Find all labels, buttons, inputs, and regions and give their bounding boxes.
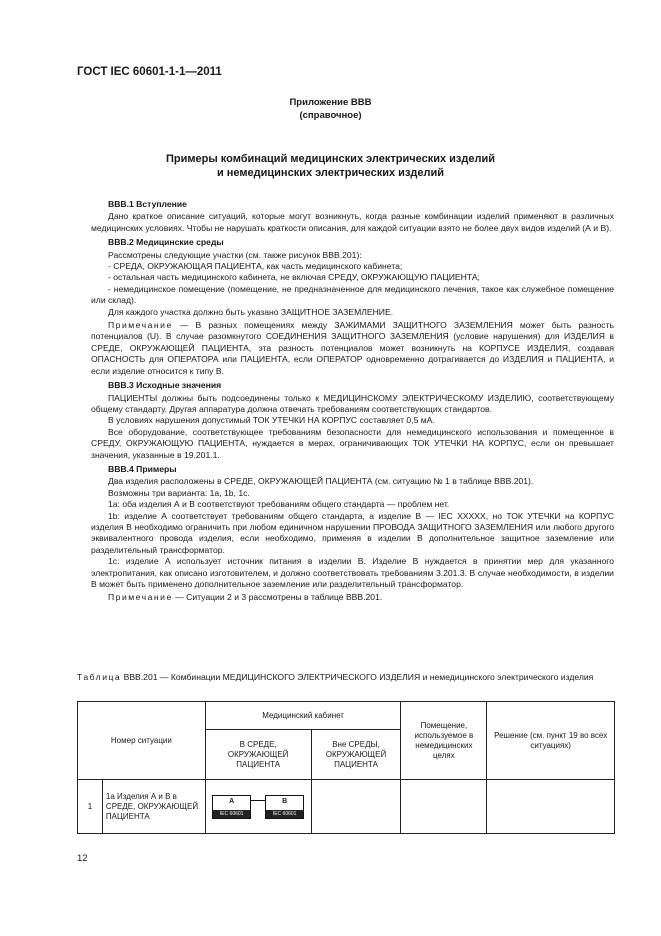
- device-b-standard: IEC 60601: [266, 810, 303, 818]
- document-title-line1: Примеры комбинаций медицинских электрических изделий: [165, 153, 496, 165]
- header-medical-room: Медицинский кабинет: [205, 702, 401, 730]
- header-nonmedical-room: Помещение, используемое в немедицинских целях: [401, 702, 487, 780]
- note-text: — В разных помещениях между ЗАЖИМАМИ ЗАЩИТНОГО ЗАЗЕМЛЕНИЯ может быть разность потенциалов (U). В случае разомкнутого СОЕДИНЕНИЯ ЗАЩИТНОГО ЗАЗЕМЛЕНИЯ (условие нарушения) для ИЗДЕЛИЯ в СРЕДЕ, ОКРУЖАЮЩЕЙ ПАЦИЕНТА, эта разность потенциалов может возникнуть на КОРПУСЕ ИЗДЕЛИЯ, создавая ОПАСНОСТЬ для ОПЕРАТОРА или ПАЦИЕНТА, если ОПЕРАТОР одновременно дотрагивается до ИЗДЕЛИЯ и ПАЦИЕНТА, и если изделие относится к типу В.: [91, 320, 614, 376]
- device-a-box: [212, 795, 251, 819]
- table-caption-label: Таблица: [77, 672, 122, 682]
- header-outside-patient-environment: Вне СРЕДЫ, ОКРУЖАЮЩЕЙ ПАЦИЕНТА: [311, 730, 401, 780]
- paragraph: Для каждого участка должно быть указано ЗАЩИТНОЕ ЗАЗЕМЛЕНИЕ.: [108, 306, 394, 317]
- table-caption: [77, 672, 614, 683]
- header-situation-number: Номер ситуации: [78, 702, 206, 780]
- section-heading-bbb1: ВВВ.1 Вступление: [108, 199, 187, 209]
- main-content: [91, 196, 614, 606]
- note-label: Примечание: [108, 592, 173, 603]
- note: [91, 592, 614, 603]
- table-caption-text: ВВВ.201 — Комбинации МЕДИЦИНСКОГО ЭЛЕКТРИЧЕСКОГО ИЗДЕЛИЯ и немедицинского электрического изделия: [121, 672, 594, 682]
- paragraph: Рассмотрены следующие участки (см. также рисунок ВВВ.201):: [108, 249, 362, 260]
- row-description: 1а Изделия А и В в СРЕДЕ, ОКРУЖАЮЩЕЙ ПАЦИЕНТА: [102, 780, 205, 834]
- paragraph: Все оборудование, соответствующее требованиям безопасности для немедицинского использования и помещенное в СРЕДУ, ОКРУЖАЮЩУЮ ПАЦИЕНТА, нуждается в мерах, ограничивающих ТОК УТЕЧКИ НА КОРПУС, если он превышает значения, указанные в 19.201.1.: [91, 426, 614, 460]
- appendix-heading: [0, 96, 661, 122]
- list-item: - немедицинское помещение (помещение, не предназначенное для медицинского лечения, такое как служебное помещение или склад).: [91, 283, 614, 306]
- section-heading-bbb3: ВВВ.3 Исходные значения: [108, 380, 222, 391]
- paragraph: 1с: изделие А использует источник питания в изделии В. Изделие В нуждается в принятии мер для указанного электропитания, как описано изготовителем, и должно соответствовать требованиям 3.201.3. В случае необходимости, в изделии В может быть применено дополнительное заземление или разделительный трансформатор.: [91, 556, 614, 589]
- empty-cell: [487, 780, 615, 834]
- empty-cell: [401, 780, 487, 834]
- list-item: - остальная часть медицинского кабинета, не включая СРЕДУ, ОКРУЖАЮЩУЮ ПАЦИЕНТА;: [108, 272, 480, 283]
- device-b-box: [265, 795, 304, 819]
- document-header: ГОСТ IEC 60601-1-1—2011: [77, 66, 222, 78]
- document-title: [0, 152, 661, 180]
- paragraph: 1b: изделие А соответствует требованиям общего стандарта, а изделие В — IEC XXXXX, но ТОК УТЕЧКИ на КОРПУС изделия В необходимо ограничить при любом единичном нарушении ПРОВОДА ЗАЩИТНОГО ЗАЗЕМЛЕНИЯ или любого другого эквивалентного провода изделия, если необходимо, применяя в изделии В дополнительное защитное заземление или разделительный трансформатор.: [91, 510, 614, 555]
- empty-cell: [311, 780, 401, 834]
- appendix-subtitle: (справочное): [299, 110, 362, 121]
- list-item: - СРЕДА, ОКРУЖАЮЩАЯ ПАЦИЕНТА, как часть медицинского кабинета;: [108, 261, 403, 272]
- page-number: 12: [77, 853, 88, 864]
- header-solution: Решение (см. пункт 19 во всех ситуациях): [487, 702, 615, 780]
- connection-line: [251, 800, 265, 801]
- paragraph: Дано краткое описание ситуаций, которые могут возникнуть, когда разные комбинации изделий применяют в различных медицинских условиях. Чтобы не нарушать краткости описания, для каждой ситуации взято не более двух видов изделий (А и В).: [91, 211, 614, 233]
- diagram-cell: [205, 780, 311, 834]
- row-number: 1: [78, 780, 103, 834]
- header-patient-environment: В СРЕДЕ, ОКРУЖАЮЩЕЙ ПАЦИЕНТА: [205, 730, 311, 780]
- appendix-title: Приложение ВВВ: [289, 97, 372, 108]
- paragraph: 1а: оба изделия А и В соответствуют требованиям общего стандарта — проблем нет.: [108, 499, 450, 510]
- paragraph: В условиях нарушения допустимый ТОК УТЕЧКИ НА КОРПУС составляет 0,5 мА.: [108, 415, 435, 426]
- table-header-row: [78, 702, 615, 730]
- note-text: — Ситуации 2 и 3 рассмотрены в таблице ВВВ.201.: [172, 592, 383, 603]
- device-a-standard: IEC 60601: [213, 810, 250, 818]
- paragraph: ПАЦИЕНТЫ должны быть подсоединены только к МЕДИЦИНСКОМУ ЭЛЕКТРИЧЕСКОМУ ИЗДЕЛИЮ, соответствующему общему стандарту. Другая аппаратура должна отвечать требованиям соответствующих стандартов.: [91, 392, 614, 414]
- combinations-table: [77, 701, 615, 834]
- device-a-label: A: [229, 797, 235, 805]
- paragraph: Два изделия расположены в СРЕДЕ, ОКРУЖАЮЩЕЙ ПАЦИЕНТА (см. ситуацию № 1 в таблице ВВВ.201).: [108, 476, 534, 487]
- note: [91, 320, 614, 377]
- device-b-label: B: [282, 797, 288, 805]
- section-heading-bbb4: ВВВ.4 Примеры: [108, 463, 177, 474]
- document-title-line2: и немедицинских электрических изделий: [216, 167, 445, 179]
- section-heading-bbb2: ВВВ.2 Медицинские среды: [108, 237, 224, 248]
- note-label: Примечание: [108, 320, 173, 331]
- paragraph: Возможны три варианта: 1а, 1b, 1c.: [108, 487, 250, 498]
- table-row: [78, 780, 615, 834]
